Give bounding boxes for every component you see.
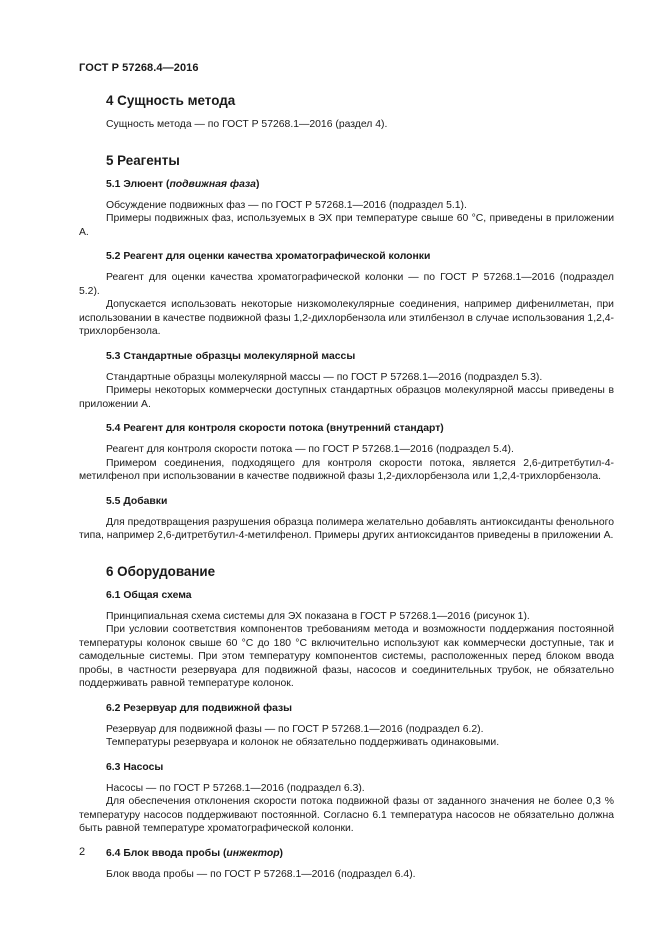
subsection-6-3-paragraph-1: Насосы — по ГОСТ Р 57268.1—2016 (подраздел 6.3).: [106, 782, 365, 794]
subsection-5-1-paragraph-2: Примеры подвижных фаз, используемых в ЭХ при температуре свыше 60 °C, приведены в приложении А.: [79, 213, 614, 238]
subsection-5-3-paragraph-2: Примеры некоторых коммерчески доступных стандартных образцов молекулярной массы приведены в приложении А.: [79, 385, 614, 410]
subsection-6-2-paragraph-2: Температуры резервуара и колонок не обязательно поддерживать одинаковыми.: [106, 737, 500, 748]
subsection-6-3-paragraph-2: Для обеспечения отклонения скорости потока подвижной фазы от заданного значения не более 0,3 % температуру насосов поддерживают постоянной. Согласно 6.1 температура насосов не обязательно должна быть равной температуре хроматографической колонки.: [79, 796, 614, 834]
section-6-heading: 6 Оборудование: [106, 563, 216, 579]
subsection-6-1-heading: 6.1 Общая схема: [106, 589, 192, 601]
section-4-heading: 4 Сущность метода: [106, 93, 236, 108]
subsection-5-5-paragraph-1: Для предотвращения разрушения образца полимера желательно добавлять антиоксиданты фенольного типа, например 2,6-дитретбутил-4-метилфенол. Примеры других антиоксидантов приведены в приложении А.: [79, 516, 614, 541]
subsection-5-4-paragraph-2: Примером соединения, подходящего для контроля скорости потока, является 2,6-дитретбутил-4-метилфенол при использовании в качестве подвижной фазы 1,2-дихлорбензола или 1,2,4-трихлорбензола.: [79, 457, 614, 482]
subsection-5-3-heading: 5.3 Стандартные образцы молекулярной массы: [106, 350, 356, 362]
document-code-header: ГОСТ Р 57268.4—2016: [79, 62, 199, 74]
section-5-heading: 5 Реагенты: [106, 152, 180, 168]
subsection-5-4-heading: 5.4 Реагент для контроля скорости потока (внутренний стандарт): [106, 423, 444, 434]
document-body: [79, 92, 614, 881]
subsection-5-3-paragraph-1: Стандартные образцы молекулярной массы — по ГОСТ Р 57268.1—2016 (подраздел 5.3).: [106, 371, 543, 383]
subsection-6-1-paragraph-2: При условии соответствия компонентов требованиям метода и возможности поддержания постоянной температуры колонок свыше 60 °C до 180 °C включительно используют как коммерчески доступные, так и самодельные системы. При этом температуру компонентов системы, расположенных перед блоком ввода пробы, в частности резервуара для подвижной фазы, насосов и соединительных трубок, не обязательно поддерживать равной температуре колонок.: [79, 624, 614, 689]
subsection-6-2-heading: 6.2 Резервуар для подвижной фазы: [106, 702, 293, 714]
subsection-5-2-heading: 5.2 Реагент для оценки качества хроматографической колонки: [106, 251, 431, 262]
subsection-6-1-paragraph-1: Принципиальная схема системы для ЭХ показана в ГОСТ Р 57268.1—2016 (рисунок 1).: [106, 610, 530, 622]
subsection-6-4-paragraph-1: Блок ввода пробы — по ГОСТ Р 57268.1—2016 (подраздел 6.4).: [106, 868, 416, 880]
page-number: 2: [79, 846, 86, 858]
subsection-5-2-paragraph-2: Допускается использовать некоторые низкомолекулярные соединения, например дифенилметан, при использовании в качестве подвижной фазы 1,2-дихлорбензола или этилбензол в случае использования 1,2,4-трихлорбензола.: [79, 299, 614, 337]
subsection-5-2-paragraph-1: Реагент для оценки качества хроматографической колонки — по ГОСТ Р 57268.1—2016 (подраздел 5.2).: [79, 272, 614, 297]
subsection-5-1-heading: 5.1 Элюент (подвижная фаза): [106, 178, 260, 190]
subsection-6-3-heading: 6.3 Насосы: [106, 761, 164, 773]
subsection-5-4-paragraph-1: Реагент для контроля скорости потока — по ГОСТ Р 57268.1—2016 (подраздел 5.4).: [106, 444, 514, 455]
subsection-6-2-paragraph-1: Резервуар для подвижной фазы — по ГОСТ Р 57268.1—2016 (подраздел 6.2).: [106, 723, 484, 735]
subsection-6-4-heading: 6.4 Блок ввода пробы (инжектор): [106, 847, 284, 859]
subsection-5-5-heading: 5.5 Добавки: [106, 495, 168, 507]
subsection-5-1-paragraph-1: Обсуждение подвижных фаз — по ГОСТ Р 57268.1—2016 (подраздел 5.1).: [106, 199, 467, 211]
section-4-paragraph: Сущность метода — по ГОСТ Р 57268.1—2016 (раздел 4).: [106, 119, 388, 130]
